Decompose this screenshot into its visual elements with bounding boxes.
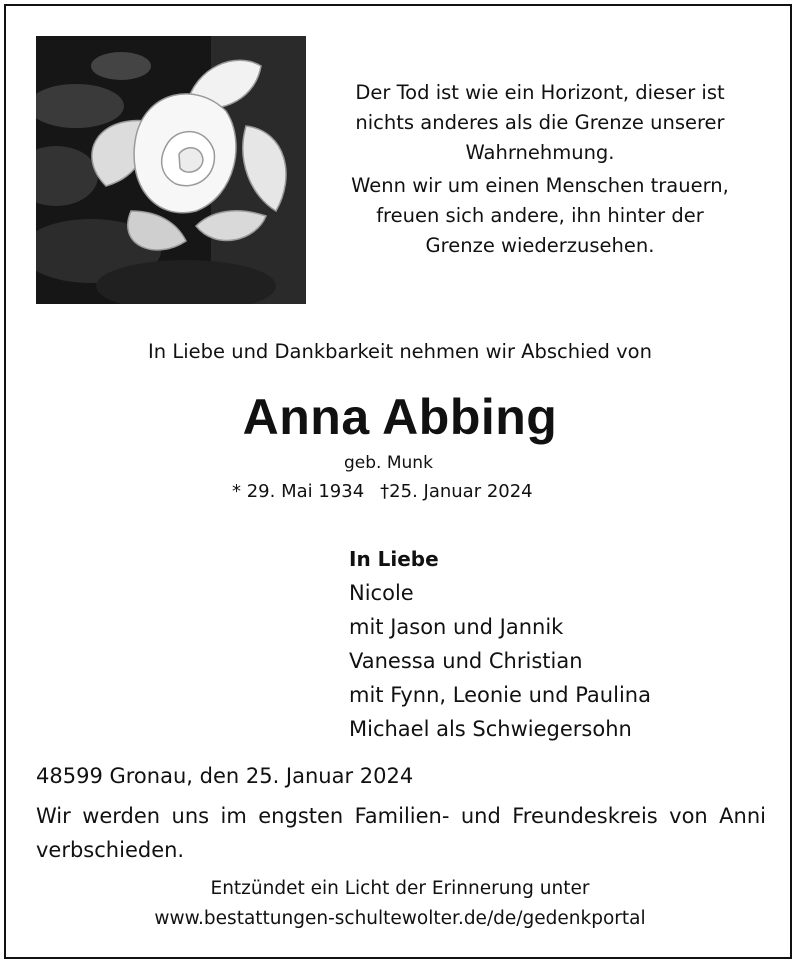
deceased-name: Anna Abbing: [242, 389, 558, 445]
place-and-date: 48599 Gronau, den 25. Januar 2024: [36, 764, 414, 788]
farewell-intro: In Liebe und Dankbarkeit nehmen wir Abschied von: [148, 340, 652, 363]
candle-text: Entzündet ein Licht der Erinnerung unter: [210, 878, 590, 899]
quote-line: Wenn wir um einen Menschen trauern,: [351, 174, 729, 197]
quote-line: Der Tod ist wie ein Horizont, dieser ist: [355, 81, 725, 104]
quote-line: freuen sich andere, ihn hinter der: [376, 204, 704, 227]
quote-line: Grenze wiederzusehen.: [425, 234, 655, 257]
quote-line: Wahrnehmung.: [465, 141, 615, 164]
mourners-heading: In Liebe: [349, 547, 439, 571]
death-date: †25. Januar 2024: [380, 481, 533, 502]
mourner-line: Michael als Schwiegersohn: [349, 717, 632, 741]
life-dates: [232, 481, 533, 502]
mourner-line: mit Fynn, Leonie und Paulina: [349, 683, 651, 707]
gardenia-flower-image: [36, 36, 306, 304]
epitaph-quote: [318, 78, 762, 261]
maiden-name: geb. Munk: [344, 453, 433, 473]
funeral-notice: Wir werden uns im engsten Familien- und Freundeskreis von Anni verbschieden.: [36, 804, 766, 862]
birth-date: * 29. Mai 1934: [232, 481, 365, 502]
mourner-line: Nicole: [349, 581, 414, 605]
mourner-line: mit Jason und Jannik: [349, 615, 564, 639]
memorial-portal-note: [0, 874, 800, 934]
quote-line: nichts anderes als die Grenze unserer: [355, 111, 725, 134]
mourner-line: Vanessa und Christian: [349, 649, 583, 673]
mourners-list: [349, 542, 651, 746]
memorial-portal-link[interactable]: www.bestattungen-schultewolter.de/de/gedenkportal: [154, 908, 646, 929]
